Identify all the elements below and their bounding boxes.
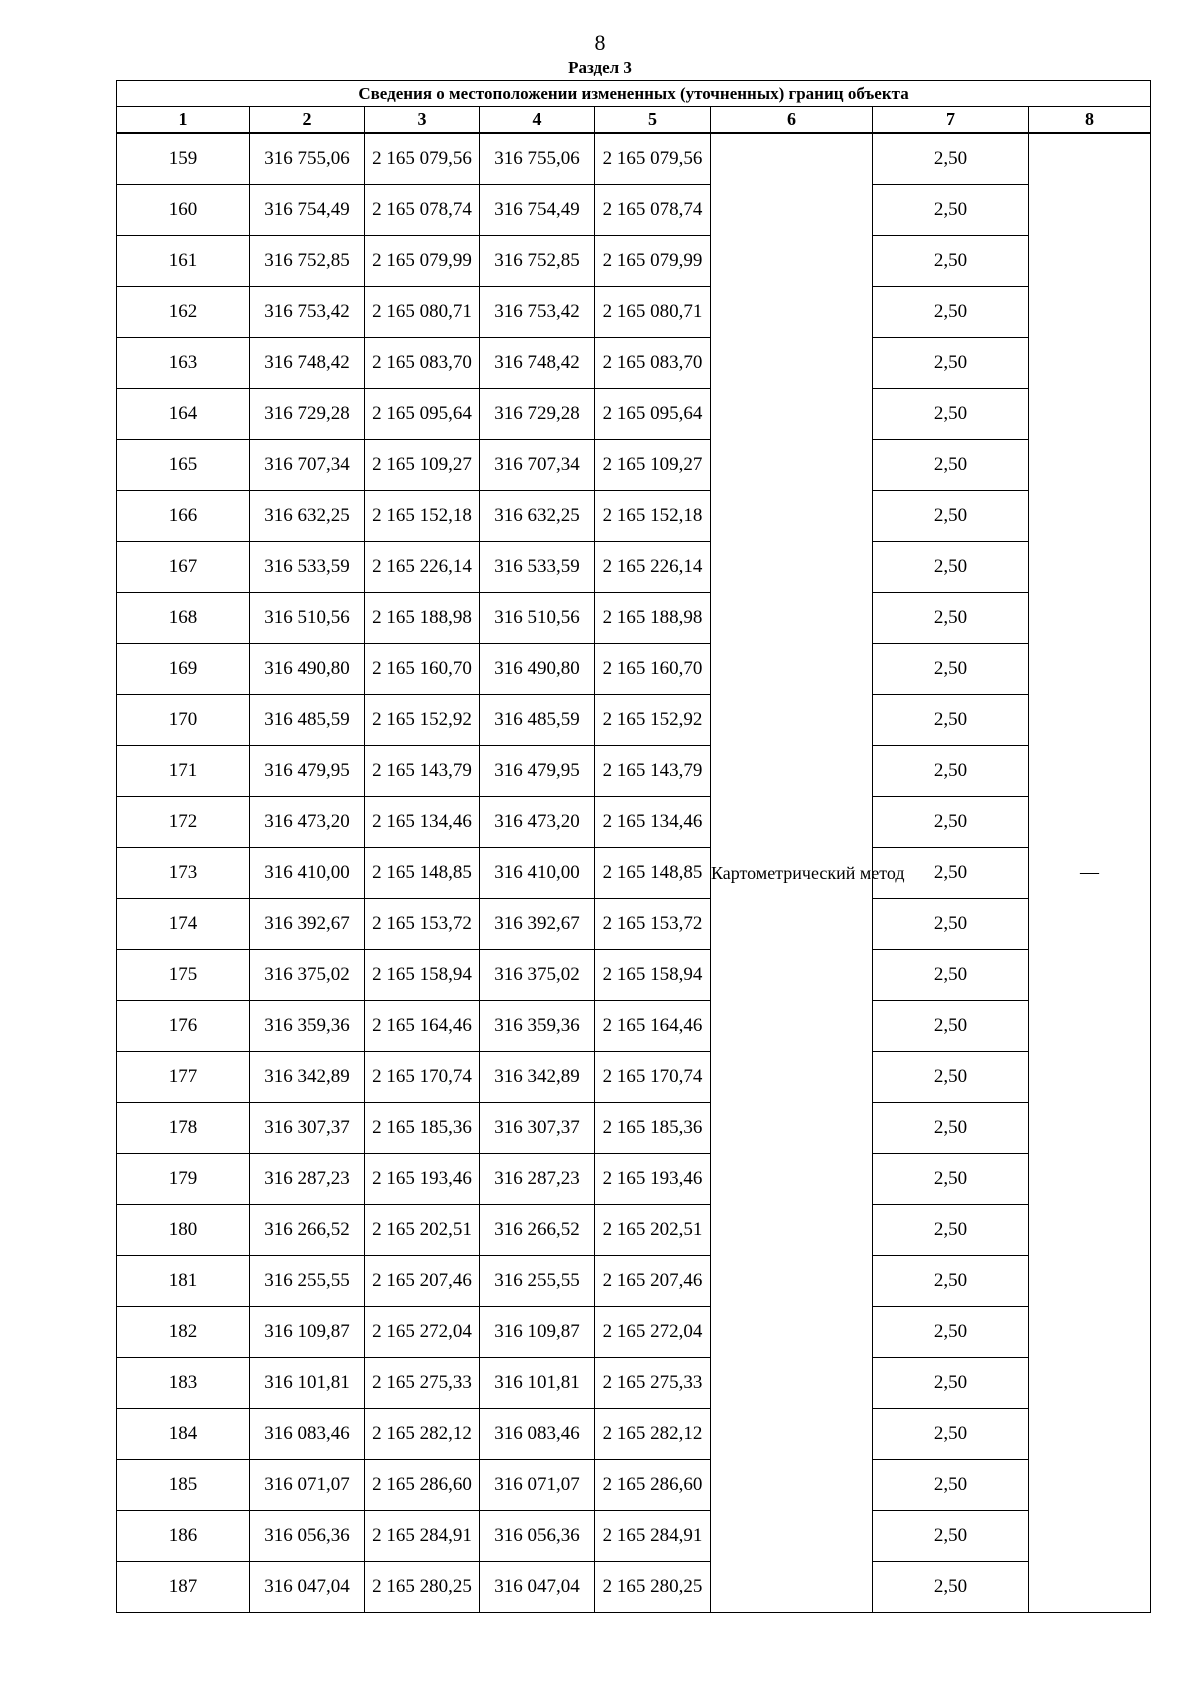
method-cell: Картометрический метод <box>711 133 873 1613</box>
x-refined-cell: 316 056,36 <box>480 1511 595 1562</box>
y-existing-cell: 2 165 079,99 <box>365 236 480 287</box>
x-refined-cell: 316 342,89 <box>480 1052 595 1103</box>
x-refined-cell: 316 083,46 <box>480 1409 595 1460</box>
y-existing-cell: 2 165 286,60 <box>365 1460 480 1511</box>
table-row <box>117 695 1151 746</box>
y-refined-cell: 2 165 193,46 <box>595 1154 711 1205</box>
precision-cell: 2,50 <box>873 185 1029 236</box>
x-existing-cell: 316 083,46 <box>250 1409 365 1460</box>
x-existing-cell: 316 754,49 <box>250 185 365 236</box>
table-caption: Сведения о местоположении измененных (уточненных) границ объекта <box>117 81 1151 107</box>
x-refined-cell: 316 485,59 <box>480 695 595 746</box>
x-refined-cell: 316 479,95 <box>480 746 595 797</box>
y-existing-cell: 2 165 185,36 <box>365 1103 480 1154</box>
table-caption-row <box>117 81 1151 107</box>
x-refined-cell: 316 490,80 <box>480 644 595 695</box>
point-number-cell: 161 <box>117 236 250 287</box>
point-number-cell: 171 <box>117 746 250 797</box>
y-refined-cell: 2 165 079,56 <box>595 133 711 185</box>
y-existing-cell: 2 165 079,56 <box>365 133 480 185</box>
y-existing-cell: 2 165 280,25 <box>365 1562 480 1613</box>
table-row <box>117 593 1151 644</box>
y-refined-cell: 2 165 095,64 <box>595 389 711 440</box>
table-row <box>117 185 1151 236</box>
table-row <box>117 797 1151 848</box>
y-existing-cell: 2 165 148,85 <box>365 848 480 899</box>
x-refined-cell: 316 255,55 <box>480 1256 595 1307</box>
y-existing-cell: 2 165 134,46 <box>365 797 480 848</box>
y-refined-cell: 2 165 272,04 <box>595 1307 711 1358</box>
precision-cell: 2,50 <box>873 593 1029 644</box>
point-number-cell: 169 <box>117 644 250 695</box>
table-row <box>117 746 1151 797</box>
precision-cell: 2,50 <box>873 133 1029 185</box>
x-refined-cell: 316 729,28 <box>480 389 595 440</box>
x-refined-cell: 316 101,81 <box>480 1358 595 1409</box>
y-refined-cell: 2 165 109,27 <box>595 440 711 491</box>
table-row <box>117 491 1151 542</box>
y-refined-cell: 2 165 284,91 <box>595 1511 711 1562</box>
table-row <box>117 1460 1151 1511</box>
point-number-cell: 163 <box>117 338 250 389</box>
precision-cell: 2,50 <box>873 1103 1029 1154</box>
precision-cell: 2,50 <box>873 848 1029 899</box>
column-header: 8 <box>1029 107 1151 134</box>
y-refined-cell: 2 165 160,70 <box>595 644 711 695</box>
column-header: 2 <box>250 107 365 134</box>
point-number-cell: 173 <box>117 848 250 899</box>
y-existing-cell: 2 165 080,71 <box>365 287 480 338</box>
precision-cell: 2,50 <box>873 1409 1029 1460</box>
x-existing-cell: 316 473,20 <box>250 797 365 848</box>
x-refined-cell: 316 266,52 <box>480 1205 595 1256</box>
y-refined-cell: 2 165 188,98 <box>595 593 711 644</box>
y-existing-cell: 2 165 202,51 <box>365 1205 480 1256</box>
table-row <box>117 1103 1151 1154</box>
point-number-cell: 170 <box>117 695 250 746</box>
precision-cell: 2,50 <box>873 1511 1029 1562</box>
y-existing-cell: 2 165 158,94 <box>365 950 480 1001</box>
x-existing-cell: 316 729,28 <box>250 389 365 440</box>
x-existing-cell: 316 707,34 <box>250 440 365 491</box>
precision-cell: 2,50 <box>873 440 1029 491</box>
y-existing-cell: 2 165 153,72 <box>365 899 480 950</box>
x-existing-cell: 316 266,52 <box>250 1205 365 1256</box>
precision-cell: 2,50 <box>873 899 1029 950</box>
precision-cell: 2,50 <box>873 542 1029 593</box>
y-existing-cell: 2 165 284,91 <box>365 1511 480 1562</box>
x-existing-cell: 316 485,59 <box>250 695 365 746</box>
column-header: 4 <box>480 107 595 134</box>
column-header-row <box>117 107 1151 134</box>
x-existing-cell: 316 479,95 <box>250 746 365 797</box>
y-existing-cell: 2 165 207,46 <box>365 1256 480 1307</box>
x-refined-cell: 316 754,49 <box>480 185 595 236</box>
table-row <box>117 1052 1151 1103</box>
point-number-cell: 166 <box>117 491 250 542</box>
x-refined-cell: 316 392,67 <box>480 899 595 950</box>
x-refined-cell: 316 071,07 <box>480 1460 595 1511</box>
x-refined-cell: 316 752,85 <box>480 236 595 287</box>
x-existing-cell: 316 071,07 <box>250 1460 365 1511</box>
point-number-cell: 164 <box>117 389 250 440</box>
x-existing-cell: 316 533,59 <box>250 542 365 593</box>
y-existing-cell: 2 165 078,74 <box>365 185 480 236</box>
y-refined-cell: 2 165 207,46 <box>595 1256 711 1307</box>
precision-cell: 2,50 <box>873 1460 1029 1511</box>
precision-cell: 2,50 <box>873 644 1029 695</box>
precision-cell: 2,50 <box>873 1154 1029 1205</box>
table-row <box>117 1307 1151 1358</box>
x-existing-cell: 316 410,00 <box>250 848 365 899</box>
table-body <box>117 133 1151 1613</box>
x-refined-cell: 316 375,02 <box>480 950 595 1001</box>
y-refined-cell: 2 165 164,46 <box>595 1001 711 1052</box>
precision-cell: 2,50 <box>873 746 1029 797</box>
y-existing-cell: 2 165 193,46 <box>365 1154 480 1205</box>
table-row <box>117 1511 1151 1562</box>
x-existing-cell: 316 342,89 <box>250 1052 365 1103</box>
x-refined-cell: 316 410,00 <box>480 848 595 899</box>
x-existing-cell: 316 375,02 <box>250 950 365 1001</box>
point-number-cell: 187 <box>117 1562 250 1613</box>
precision-cell: 2,50 <box>873 1358 1029 1409</box>
y-existing-cell: 2 165 275,33 <box>365 1358 480 1409</box>
y-refined-cell: 2 165 286,60 <box>595 1460 711 1511</box>
point-number-cell: 175 <box>117 950 250 1001</box>
precision-cell: 2,50 <box>873 797 1029 848</box>
x-refined-cell: 316 307,37 <box>480 1103 595 1154</box>
point-number-cell: 177 <box>117 1052 250 1103</box>
y-refined-cell: 2 165 280,25 <box>595 1562 711 1613</box>
table-row <box>117 1358 1151 1409</box>
column-header: 5 <box>595 107 711 134</box>
point-number-cell: 167 <box>117 542 250 593</box>
table-row <box>117 950 1151 1001</box>
precision-cell: 2,50 <box>873 1205 1029 1256</box>
x-refined-cell: 316 047,04 <box>480 1562 595 1613</box>
point-number-cell: 181 <box>117 1256 250 1307</box>
point-number-cell: 180 <box>117 1205 250 1256</box>
x-refined-cell: 316 359,36 <box>480 1001 595 1052</box>
x-existing-cell: 316 752,85 <box>250 236 365 287</box>
point-number-cell: 165 <box>117 440 250 491</box>
precision-cell: 2,50 <box>873 287 1029 338</box>
column-header: 3 <box>365 107 480 134</box>
table-row <box>117 1001 1151 1052</box>
table-row <box>117 848 1151 899</box>
point-number-cell: 162 <box>117 287 250 338</box>
table-row <box>117 236 1151 287</box>
x-refined-cell: 316 473,20 <box>480 797 595 848</box>
y-refined-cell: 2 165 078,74 <box>595 185 711 236</box>
x-refined-cell: 316 510,56 <box>480 593 595 644</box>
y-refined-cell: 2 165 170,74 <box>595 1052 711 1103</box>
table-row <box>117 1256 1151 1307</box>
y-existing-cell: 2 165 143,79 <box>365 746 480 797</box>
y-refined-cell: 2 165 134,46 <box>595 797 711 848</box>
table-row <box>117 287 1151 338</box>
x-refined-cell: 316 748,42 <box>480 338 595 389</box>
y-refined-cell: 2 165 282,12 <box>595 1409 711 1460</box>
column-8-cell: — <box>1029 133 1151 1613</box>
column-header: 1 <box>117 107 250 134</box>
y-refined-cell: 2 165 080,71 <box>595 287 711 338</box>
y-existing-cell: 2 165 188,98 <box>365 593 480 644</box>
precision-cell: 2,50 <box>873 1052 1029 1103</box>
x-existing-cell: 316 755,06 <box>250 133 365 185</box>
x-refined-cell: 316 109,87 <box>480 1307 595 1358</box>
point-number-cell: 176 <box>117 1001 250 1052</box>
x-existing-cell: 316 101,81 <box>250 1358 365 1409</box>
precision-cell: 2,50 <box>873 1001 1029 1052</box>
column-header: 6 <box>711 107 873 134</box>
x-existing-cell: 316 287,23 <box>250 1154 365 1205</box>
point-number-cell: 178 <box>117 1103 250 1154</box>
precision-cell: 2,50 <box>873 338 1029 389</box>
y-existing-cell: 2 165 282,12 <box>365 1409 480 1460</box>
y-existing-cell: 2 165 170,74 <box>365 1052 480 1103</box>
table-row <box>117 133 1151 185</box>
x-existing-cell: 316 632,25 <box>250 491 365 542</box>
section-title: Раздел 3 <box>568 58 632 77</box>
x-existing-cell: 316 748,42 <box>250 338 365 389</box>
table-row <box>117 1562 1151 1613</box>
x-existing-cell: 316 307,37 <box>250 1103 365 1154</box>
precision-cell: 2,50 <box>873 1307 1029 1358</box>
page-number: 8 <box>594 30 606 55</box>
x-existing-cell: 316 255,55 <box>250 1256 365 1307</box>
y-existing-cell: 2 165 152,18 <box>365 491 480 542</box>
table-row <box>117 1205 1151 1256</box>
precision-cell: 2,50 <box>873 389 1029 440</box>
y-refined-cell: 2 165 143,79 <box>595 746 711 797</box>
y-refined-cell: 2 165 152,92 <box>595 695 711 746</box>
y-existing-cell: 2 165 160,70 <box>365 644 480 695</box>
table-row <box>117 644 1151 695</box>
point-number-cell: 179 <box>117 1154 250 1205</box>
point-number-cell: 184 <box>117 1409 250 1460</box>
x-refined-cell: 316 755,06 <box>480 133 595 185</box>
y-refined-cell: 2 165 083,70 <box>595 338 711 389</box>
point-number-cell: 159 <box>117 133 250 185</box>
precision-cell: 2,50 <box>873 236 1029 287</box>
y-refined-cell: 2 165 148,85 <box>595 848 711 899</box>
precision-cell: 2,50 <box>873 695 1029 746</box>
column-header: 7 <box>873 107 1029 134</box>
x-refined-cell: 316 753,42 <box>480 287 595 338</box>
x-refined-cell: 316 632,25 <box>480 491 595 542</box>
y-refined-cell: 2 165 275,33 <box>595 1358 711 1409</box>
y-existing-cell: 2 165 109,27 <box>365 440 480 491</box>
x-existing-cell: 316 392,67 <box>250 899 365 950</box>
point-number-cell: 182 <box>117 1307 250 1358</box>
x-existing-cell: 316 056,36 <box>250 1511 365 1562</box>
point-number-cell: 168 <box>117 593 250 644</box>
precision-cell: 2,50 <box>873 491 1029 542</box>
precision-cell: 2,50 <box>873 1256 1029 1307</box>
x-refined-cell: 316 533,59 <box>480 542 595 593</box>
table-row <box>117 338 1151 389</box>
precision-cell: 2,50 <box>873 1562 1029 1613</box>
point-number-cell: 186 <box>117 1511 250 1562</box>
table-row <box>117 899 1151 950</box>
x-existing-cell: 316 359,36 <box>250 1001 365 1052</box>
x-existing-cell: 316 510,56 <box>250 593 365 644</box>
point-number-cell: 183 <box>117 1358 250 1409</box>
y-refined-cell: 2 165 226,14 <box>595 542 711 593</box>
table-row <box>117 389 1151 440</box>
y-existing-cell: 2 165 272,04 <box>365 1307 480 1358</box>
y-existing-cell: 2 165 164,46 <box>365 1001 480 1052</box>
x-existing-cell: 316 109,87 <box>250 1307 365 1358</box>
point-number-cell: 172 <box>117 797 250 848</box>
table-row <box>117 542 1151 593</box>
y-existing-cell: 2 165 095,64 <box>365 389 480 440</box>
x-refined-cell: 316 287,23 <box>480 1154 595 1205</box>
point-number-cell: 174 <box>117 899 250 950</box>
x-existing-cell: 316 047,04 <box>250 1562 365 1613</box>
coordinates-table <box>116 80 1151 1613</box>
y-refined-cell: 2 165 202,51 <box>595 1205 711 1256</box>
table-row <box>117 1154 1151 1205</box>
table-row <box>117 1409 1151 1460</box>
y-existing-cell: 2 165 152,92 <box>365 695 480 746</box>
y-refined-cell: 2 165 079,99 <box>595 236 711 287</box>
y-existing-cell: 2 165 226,14 <box>365 542 480 593</box>
y-refined-cell: 2 165 158,94 <box>595 950 711 1001</box>
y-refined-cell: 2 165 153,72 <box>595 899 711 950</box>
x-existing-cell: 316 490,80 <box>250 644 365 695</box>
point-number-cell: 160 <box>117 185 250 236</box>
y-existing-cell: 2 165 083,70 <box>365 338 480 389</box>
y-refined-cell: 2 165 185,36 <box>595 1103 711 1154</box>
x-existing-cell: 316 753,42 <box>250 287 365 338</box>
point-number-cell: 185 <box>117 1460 250 1511</box>
y-refined-cell: 2 165 152,18 <box>595 491 711 542</box>
x-refined-cell: 316 707,34 <box>480 440 595 491</box>
precision-cell: 2,50 <box>873 950 1029 1001</box>
table-row <box>117 440 1151 491</box>
